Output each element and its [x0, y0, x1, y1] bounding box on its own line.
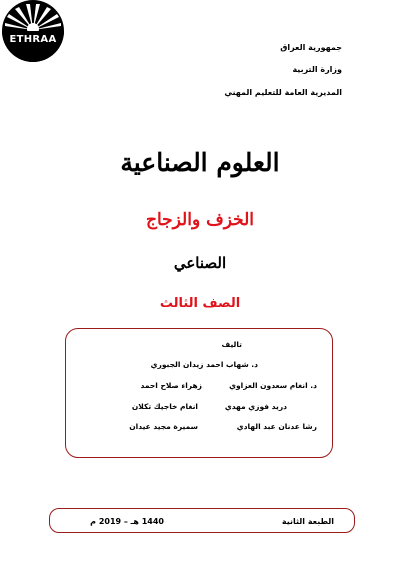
- edition-label: الطبعة الثانية: [281, 517, 334, 526]
- edition-box: [49, 508, 355, 533]
- header-country: جمهورية العراق: [280, 43, 342, 52]
- ethraa-logo: [2, 0, 64, 62]
- author-name: سميرة مجيد عيدان: [129, 422, 198, 431]
- book-section: الصناعي: [173, 254, 227, 272]
- author-name: د. انغام سعدون العزاوي: [229, 381, 317, 390]
- author-lead: د. شهاب احمد زيدان الجبوري: [150, 360, 258, 369]
- authors-box: [65, 328, 333, 458]
- header-ministry: وزارة التربية: [292, 65, 342, 74]
- header-directorate: المديرية العامة للتعليم المهني: [224, 88, 342, 97]
- authors-heading: تاليف: [221, 340, 242, 349]
- author-name: دريد فوزي مهدي: [224, 402, 287, 411]
- author-name: زهراء صلاح احمد: [140, 381, 202, 390]
- logo-text: ETHRAA: [9, 34, 57, 45]
- book-subtitle: الخزف والزجاج: [146, 210, 254, 230]
- author-name: انغام خاجيك تكلان: [131, 402, 198, 411]
- grade-label: الصف الثالث: [159, 296, 241, 311]
- author-name: رشا عدنان عبد الهادي: [236, 422, 317, 431]
- sunburst-icon: [2, 0, 64, 62]
- book-title: العلوم الصناعية: [120, 148, 280, 177]
- edition-date: 1440 هـ – 2019 م: [90, 517, 164, 526]
